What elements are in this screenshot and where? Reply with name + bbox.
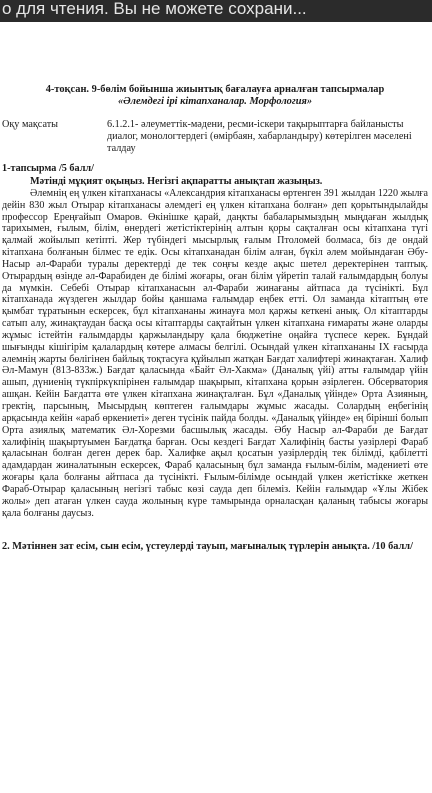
banner-text: о для чтения. Вы не можете сохрани... [2, 0, 307, 18]
document-title [2, 84, 428, 109]
goal-label: Оқу мақсаты [2, 118, 58, 130]
goal-text: 6.1.2.1- әлеуметтік-мәдени, ресми-іскери тақырыптарға байланысты диалог, монологтердегі (өмірбаян, хабарландыру) көтерілген мәселені талдау [107, 118, 412, 155]
task1-heading: 1-тапсырма /5 балл/ [2, 163, 94, 175]
document-page [2, 84, 428, 554]
title-line-2: «Әлемдегі ірі кітапханалар. Морфология» [117, 96, 313, 108]
title-line-1: 4-тоқсан. 9-бөлім бойынша жиынтық бағалауға арналған тапсырмалар [45, 84, 385, 95]
top-whitespace [0, 22, 432, 82]
task1-reading-text: Әлемнің ең үлкен кітапханасы «Александрия кітапханасы өртенген 391 жылдан 1220 жылға дейін 830 жыл Отырар кітапханасы әлемдегі ең үлкен кітапхана болған» деп қорытындылайды профессор Ереңғайып Омаров. Өкінішке қарай, даңкты бабаларымыздың мыңдаған жылдық тарихымен, ғылым, білім, өнердегі жетістіктерінің алтын қоры сақталған осы кітапхана түгі қалмай жойылып кетіпті. Жер түбіндегі мысырлық ғалым Птоломей болмаса, біз де ондай кітапхана болғанын білмес те едік. Осы кітапханадан білім алған, бүкіл әлем мойындаған Әбу-Насыр әл-Фараби туралы деректерді де тек соңғы кезде ақыс шетел деректерінен таптық. Отырардың өзінде әл-Фарабиден де білімі жоғары, оған білім үйретіп талай ғалымдардың болуы да мүмкін. Себебі Отырар кітапханасын әл-Фараби жинағаны айтпаса да түсінікті. Бұл кітапханада жүздеген жылдар бойы қаншама ғалымдар еңбек етті. Ол заманда кітаптың өте қымбат тұратынын ескерсек, бұл кітапхананы жинауға мол қаржы кеткені анық. Ол кітаптарды сатып алу, жинақтаудан басқа осы кітаптарды сақтайтын үлкен кітапхана ғимараты және оларды жұмыс істейтін ғалымдарды қаржыландыру қала бюджетіне оңайға түспесе керек. Бұндай шығынды кішігірім қалалардың көтере алмасы белгілі. Осындай үлкен кітапхананы IX ғасырда әлемнің жарты бөлігінен байлық тоқтасуға құйылып жатқан Бағдат халифтері жинақтаған. Халиф Әл-Мамун (813-833ж.) Бағдат қаласында «Байт Әл-Хакма» (Даналық үйі) атты ғалымдар үйін ашып, дүниенің түкпіркүкпірінен ғалымдар шақырып, кітапхана қорын әзірлеген. Обсерватория ашқан. Кейін Бағдатта өте үлкен кітапхана жинақталған. Бұл «Даналық үйінде» Орта Азияның, гректің, парсының, Мысырдың көптеген ғалымдары жұмыс жасады. Солардың еңбегінің арқасында кейін «араб өркениеті» деген түсінік пайда болды. «Даналық үйінде» ең бірінші болып Орта азиялық математик Әл-Хорезми басшылық жасады. Әбу Насыр әл-Фараби де Бағдат халифінің шақыртуымен Бағдатқа барған. Осы кездегі Бағдат Халифінің басты уәзірлері Фараб қаласынан болған деген дерек бар. Халифке ақыл қосатын уәзірлердің тек білімді, қабілетті адамдардан жиналатынын ескерсек, Фараб қаласының бұл заманда ғылым-білім, мәдениеті өте жоғары қала болғаны айтпаса да түсінікті. Ғылым-білімде осындай үлкен жетістікке жеткен Фараб-Отырар қаласының негізгі табыс көзі сауда деп білеміз. Кейін ғалымдар «Ұлы Жібек жолы» деп атаған үлкен сауда жолының күре тамырында орналасқан қаланың табысы жоғары қала болғаны даусыз. [2, 187, 428, 519]
task2-heading: 2. Мәтіннен зат есім, сын есім, үстеулерді тауып, мағыналық түрлерін анықта. /10 балл/ [2, 541, 413, 553]
task1-instruction: Мәтінді мұқият оқыңыз. Негізгі ақпаратты анықтап жазыңыз. [30, 175, 323, 187]
learning-goal [2, 119, 428, 156]
read-only-banner [0, 0, 432, 22]
